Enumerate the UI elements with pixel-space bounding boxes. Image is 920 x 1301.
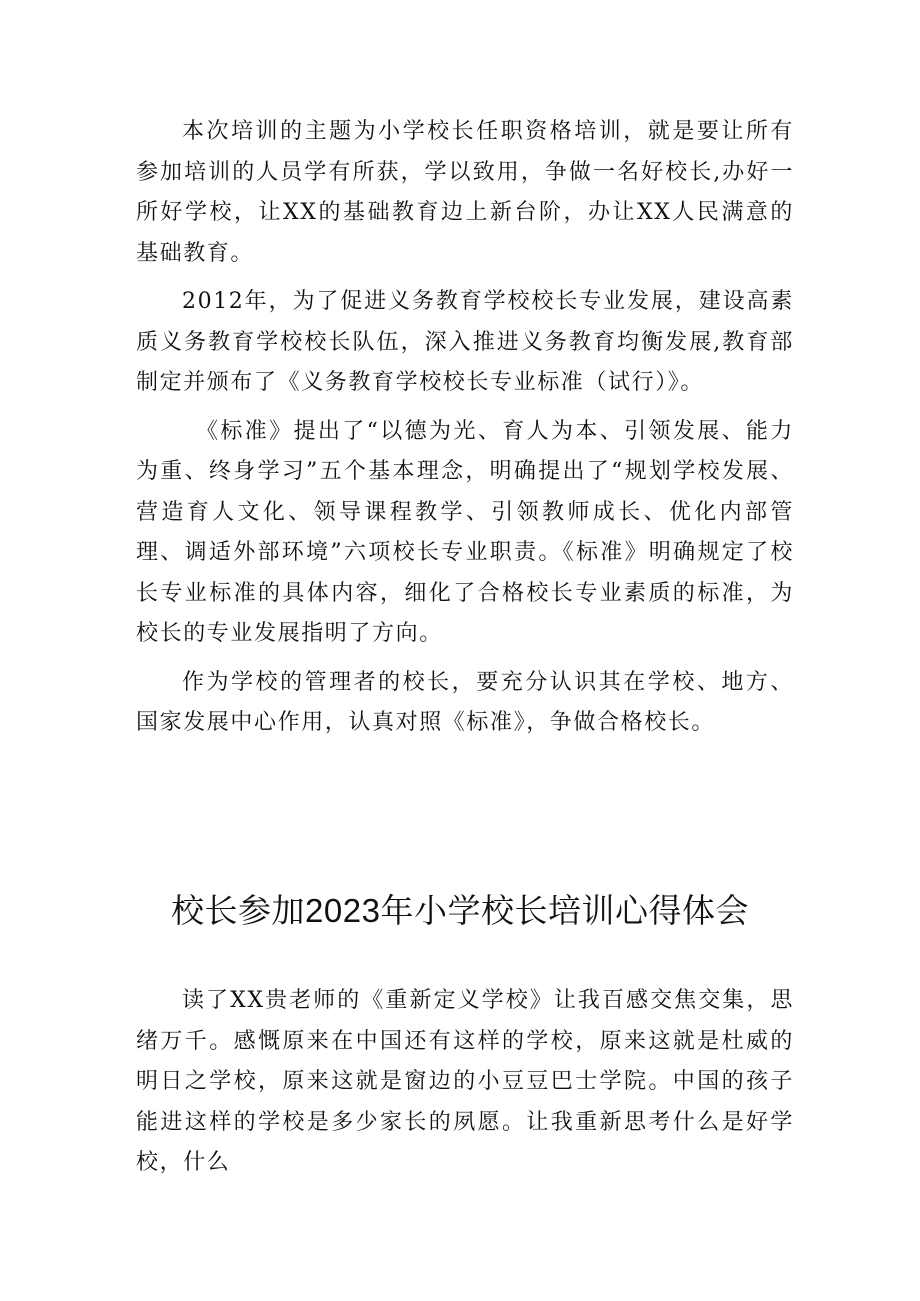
paragraph: 《标准》提出了“以德为光、育人为本、引领发展、能力为重、终身学习”五个基本理念，明确提出了“规划学校发展、营造育人文化、领导课程教学、引领教师成长、优化内部管理、调适外部环境”六项校长专业职责。《标准》明确规定了校长专业标准的具体内容，细化了合格校长专业素质的标准，为校长的专业发展指明了方向。 bbox=[136, 418, 794, 646]
body-text-section bbox=[136, 112, 794, 744]
paragraph: 读了XX贵老师的《重新定义学校》让我百感交焦交集，思绪万千。感慨原来在中国还有这样的学校，原来这就是杜威的明日之学校，原来这就是窗边的小豆豆巴士学院。中国的孩子能进这样的学校是多少家长的夙愿。让我重新思考什么是好学校，什么 bbox=[136, 988, 794, 1175]
body-text-section bbox=[136, 981, 794, 1184]
paragraph: 2012年，为了促进义务教育学校校长专业发展，建设高素质义务教育学校校长队伍，深入推进义务教育均衡发展,教育部制定并颁布了《义务教育学校校长专业标准（试行）》。 bbox=[136, 289, 794, 395]
paragraph: 作为学校的管理者的校长，要充分认识其在学校、地方、国家发展中心作用，认真对照《标准》，争做合格校长。 bbox=[136, 669, 794, 735]
paragraph: 本次培训的主题为小学校长任职资格培训，就是要让所有参加培训的人员学有所获，学以致用，争做一名好校长,办好一所好学校，让XX的基础教育边上新台阶，办让XX人民满意的基础教育。 bbox=[136, 119, 794, 266]
article-title: 校长参加2023年小学校长培训心得体会 bbox=[171, 892, 749, 929]
